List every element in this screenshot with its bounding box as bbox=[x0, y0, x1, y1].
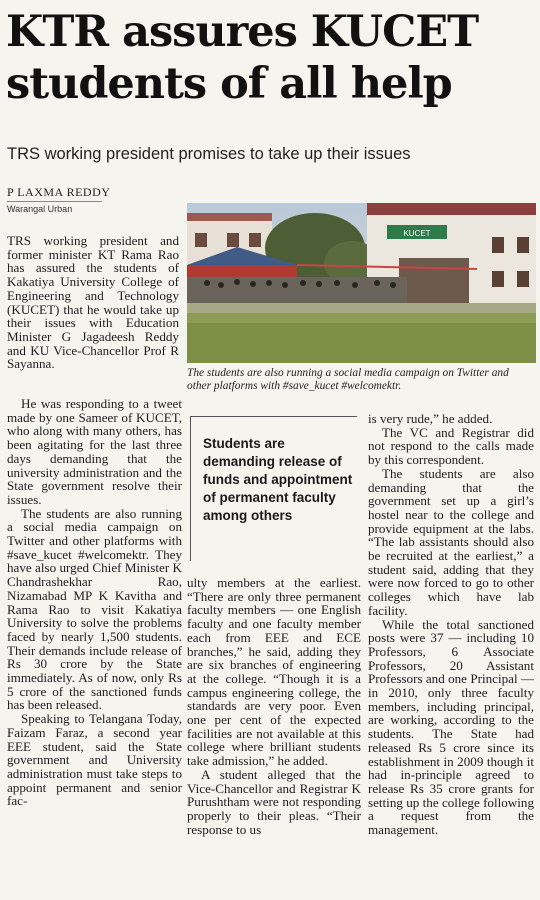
pull-quote-box bbox=[190, 416, 357, 561]
article-paragraph: TRS working president and former minister KT Rama Rao has assured the students of Kakatiya University College of Engineering and Technology (KUCET) that he would take up their issues with Education Minister G Jagadeesh Reddy and KU Vice-Chancellor Prof R Sayanna. bbox=[7, 233, 179, 372]
article-paragraph: is very rude,” he added. bbox=[368, 411, 493, 426]
dateline: Warangal Urban bbox=[7, 204, 73, 214]
photo-banner-text: KUCET bbox=[403, 229, 431, 238]
subheadline: TRS working president promises to take up their issues bbox=[7, 145, 411, 163]
article-column-3 bbox=[368, 412, 534, 837]
headline: KTR assures KUCET students of all help bbox=[6, 7, 479, 109]
article-paragraph: While the total sanctioned posts were 37 — including 10 Professors, 6 Associate Professors, 20 Assistant Professors and one Principal — in 2010, only three faculty members, including principal, are working, according to the students. The State had released Rs 5 crore since its establishment in 2009 though it had in-principle agreed to release Rs 35 crore grants for setting up the college following a request from the management. bbox=[368, 616, 534, 838]
article-paragraph: ulty members at the earliest. “There are only three permanent faculty members — one English faculty and one faculty member each from EEE and ECE branches,” he said, adding they are six branches of engineering at the college. “Though it is a campus engineering college, the standards are very poor. Even one per cent of the expected facilities are not available at this college where brilliant students take admission,” he added. bbox=[187, 575, 361, 769]
article-column-1-top bbox=[7, 234, 179, 371]
article-column-1-bottom bbox=[7, 397, 182, 808]
college-building-photo bbox=[187, 203, 536, 363]
byline-rule bbox=[7, 201, 102, 202]
article-paragraph: He was responding to a tweet made by one Sameer of KUCET, who along with many others, has been agitating for the last three days demanding that the university administration and the State government resolve their issues. bbox=[7, 396, 182, 507]
article-column-2 bbox=[187, 576, 361, 836]
article-paragraph: Speaking to Telangana Today, Faizam Faraz, a second year EEE student, said the State government and University administration must take steps to appoint permanent and senior fac- bbox=[7, 711, 182, 809]
pull-quote: Students are demanding release of funds and appointment of permanent faculty among others bbox=[203, 436, 353, 523]
article-paragraph: The students are also running a social media campaign on Twitter and other platforms with #save_kucet #welcomektr. They have also urged Chief Minister K Chandrashekhar Rao, Nizamabad MP K Kavitha and Rama Rao to visit Kakatiya University to solve the problems faced by nearly 1,500 students. Their demands include release of Rs 30 crore by the State immediately. As of now, only Rs 5 crore of the sanctioned funds has been released. bbox=[7, 505, 182, 713]
byline: P LAXMA REDDY bbox=[7, 185, 111, 199]
article-paragraph: The students are also demanding that the government set up a girl’s hostel near to the college and provide equipment at the labs. “The lab assistants should also be recruited at the earliest,” a student said, adding that they were now forced to go to other colleges which have lab facility. bbox=[368, 465, 534, 618]
photo-caption: The students are also running a social media campaign on Twitter and other platforms with #save_kucet #welcomektr. bbox=[187, 367, 509, 392]
article-paragraph: A student alleged that the Vice-Chancellor and Registrar K Purushtham were not responding properly to their pleas. “Their response to us bbox=[187, 766, 361, 837]
article-paragraph: The VC and Registrar did not respond to the calls made by this correspondent. bbox=[368, 424, 534, 468]
news-photo bbox=[187, 203, 536, 363]
